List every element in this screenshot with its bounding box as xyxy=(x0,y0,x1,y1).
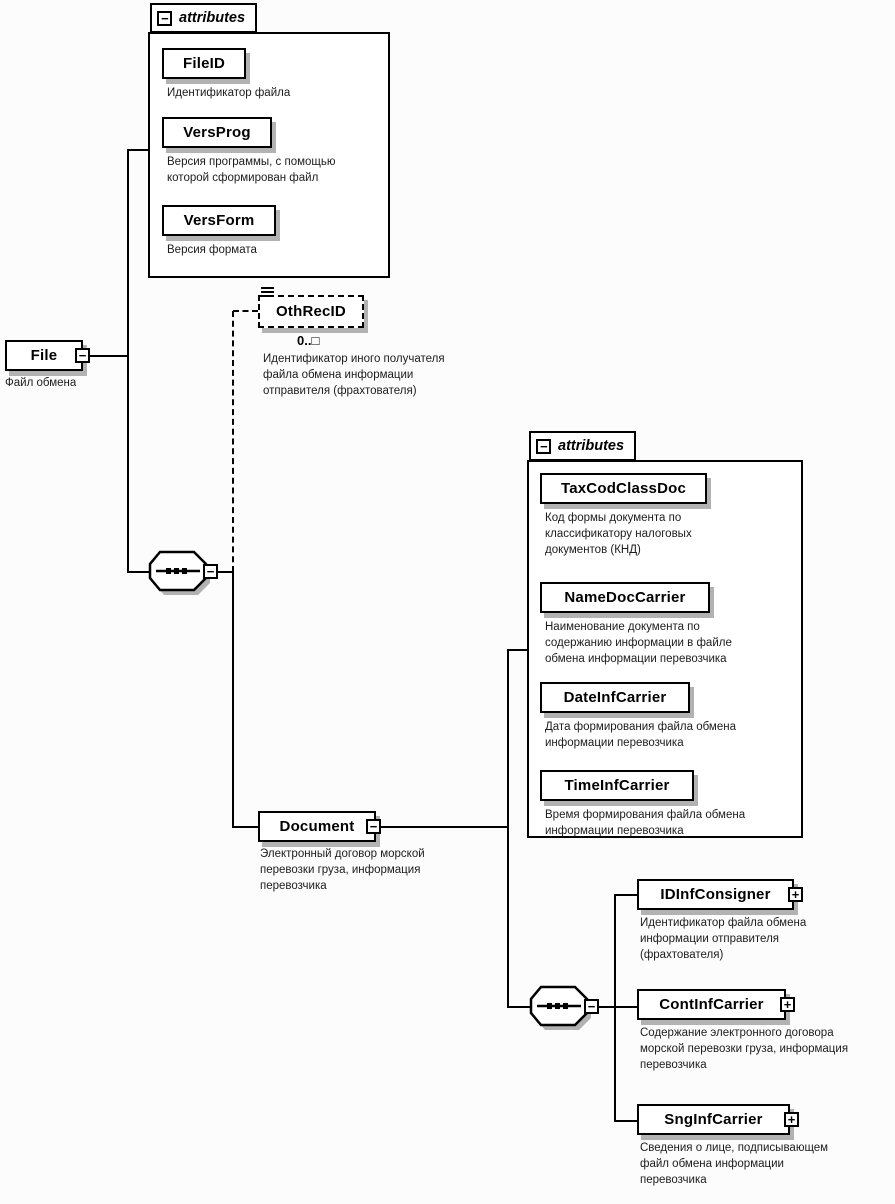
connector-line xyxy=(232,571,234,828)
annotation-text: Код формы документа по классификатору налоговых документов (КНД) xyxy=(545,512,692,556)
sequence-icon xyxy=(148,550,210,592)
element-idinfconsigner[interactable]: IDInfConsigner xyxy=(637,879,794,910)
annotation-text: Время формирования файла обмена информации перевозчика xyxy=(545,809,746,837)
annotation-text: Идентификатор файла обмена информации отправителя (фрахтователя) xyxy=(640,917,807,961)
collapse-icon[interactable]: − xyxy=(536,439,551,454)
element-continfcarrier[interactable]: ContInfCarrier xyxy=(637,989,786,1020)
annotation-text: Версия программы, с помощью которой сформирован файл xyxy=(167,156,336,184)
connector-line-optional xyxy=(233,310,258,312)
repeat-marker-icon xyxy=(261,287,274,297)
attributes-label: attributes xyxy=(558,438,625,454)
connector-line xyxy=(614,1120,637,1122)
annotation-text: Электронный договор морской перевозки груза, информация перевозчика xyxy=(260,848,425,892)
collapse-icon[interactable]: − xyxy=(584,999,599,1014)
collapse-icon[interactable]: − xyxy=(75,348,90,363)
connector-line xyxy=(507,649,527,651)
annotation-text: Сведения о лице, подписывающем файл обмена информации перевозчика xyxy=(640,1142,829,1186)
attribute-namedoccarrier[interactable]: NameDocCarrier xyxy=(540,582,710,613)
collapse-icon[interactable]: − xyxy=(203,564,218,579)
collapse-icon[interactable]: − xyxy=(366,819,381,834)
annotation-text: Идентификатор иного получателя файла обмена информации отправителя (фрахтователя) xyxy=(263,353,445,397)
annotation-text: Версия формата xyxy=(167,244,257,256)
expand-icon[interactable]: + xyxy=(788,887,803,902)
element-document[interactable]: Document xyxy=(258,811,376,842)
connector-line xyxy=(127,149,129,573)
element-othrecid[interactable]: OthRecID xyxy=(258,295,364,328)
connector-line-optional xyxy=(232,311,234,572)
document-attributes-header xyxy=(529,431,636,461)
attribute-versprog[interactable]: VersProg xyxy=(162,117,272,148)
expand-icon[interactable]: + xyxy=(784,1112,799,1127)
attribute-dateinfcarrier[interactable]: DateInfCarrier xyxy=(540,682,690,713)
annotation-text: Наименование документа по содержанию информации в файле обмена информации перевозчика xyxy=(545,621,732,665)
connector-line xyxy=(218,571,233,573)
attribute-timeinfcarrier[interactable]: TimeInfCarrier xyxy=(540,770,694,801)
connector-line xyxy=(599,1006,615,1008)
connector-line xyxy=(614,1006,637,1008)
annotation-text: Файл обмена xyxy=(5,377,77,389)
attribute-fileid[interactable]: FileID xyxy=(162,48,246,79)
connector-line xyxy=(614,894,637,896)
connector-line xyxy=(127,149,150,151)
annotation-text: Дата формирования файла обмена информации перевозчика xyxy=(545,721,736,749)
connector-line xyxy=(381,826,508,828)
connector-line xyxy=(90,355,128,357)
attributes-label: attributes xyxy=(179,10,246,26)
sequence-icon xyxy=(529,985,591,1027)
file-attributes-header xyxy=(150,3,257,33)
connector-line xyxy=(614,894,616,1122)
collapse-icon[interactable]: − xyxy=(157,11,172,26)
connector-line xyxy=(507,649,509,1008)
attribute-taxcodclassdoc[interactable]: TaxCodClassDoc xyxy=(540,473,707,504)
element-snginfcarrier[interactable]: SngInfCarrier xyxy=(637,1104,790,1135)
annotation-text: Содержание электронного договора морской перевозки груза, информация перевозчика xyxy=(640,1027,849,1071)
connector-line xyxy=(232,826,258,828)
connector-line xyxy=(127,571,150,573)
expand-icon[interactable]: + xyxy=(780,997,795,1012)
annotation-text: Идентификатор файла xyxy=(167,87,291,99)
occurrence-label: 0..□ xyxy=(297,333,320,348)
attribute-versform[interactable]: VersForm xyxy=(162,205,276,236)
connector-line xyxy=(507,1006,531,1008)
element-file[interactable]: File xyxy=(5,340,83,371)
